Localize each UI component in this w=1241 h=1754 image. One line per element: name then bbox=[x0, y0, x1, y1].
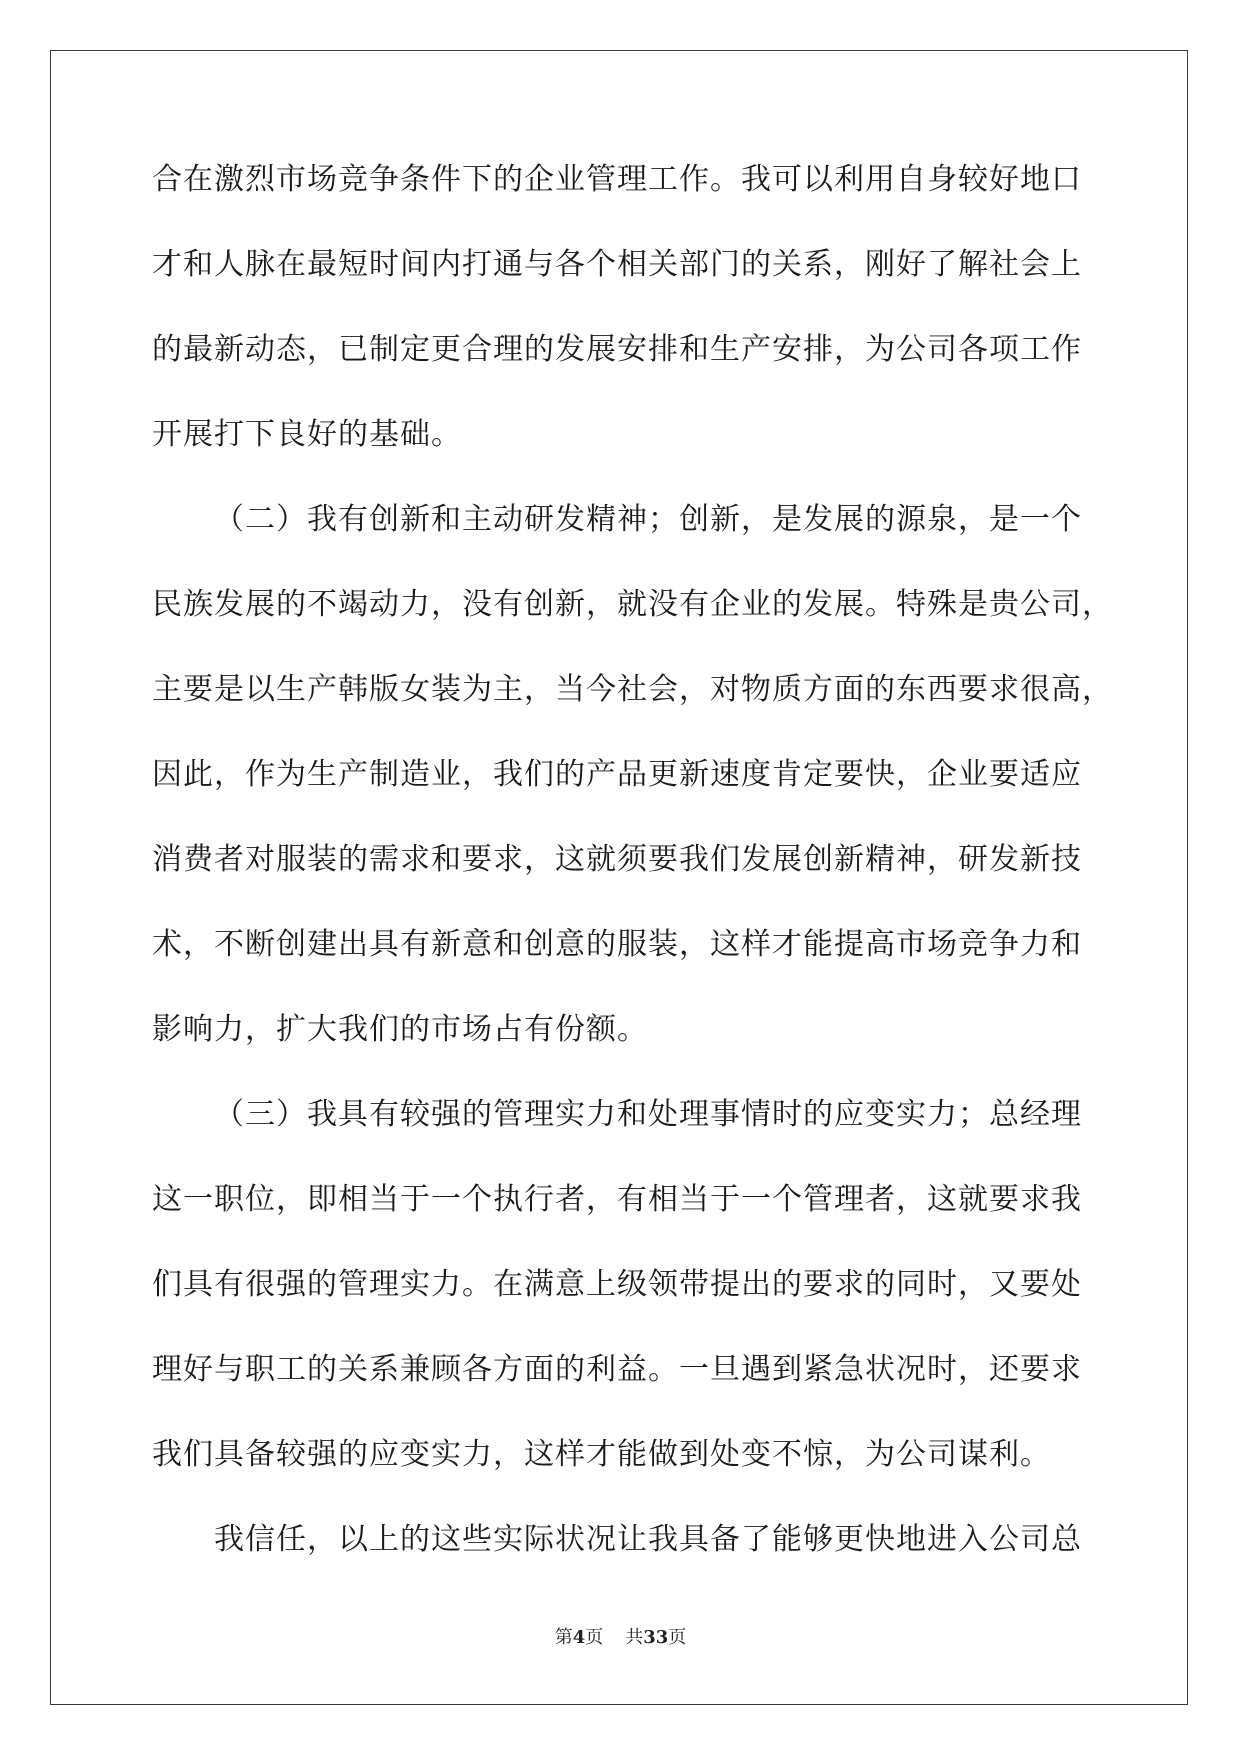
total-prefix: 共 bbox=[625, 1627, 644, 1648]
text-line: 这一职位，即相当于一个执行者，有相当于一个管理者，这就要求我 bbox=[152, 1182, 1082, 1217]
text-line: 理好与职工的关系兼顾各方面的利益。一旦遇到紧急状况时，还要求 bbox=[152, 1352, 1082, 1387]
page-footer bbox=[0, 1623, 1241, 1649]
text-line: 影响力，扩大我们的市场占有份额。 bbox=[152, 1012, 648, 1047]
text-line: 主要是以生产韩版女装为主，当今社会，对物质方面的东西要求很高， bbox=[152, 672, 1113, 707]
text-line: 术，不断创建出具有新意和创意的服装，这样才能提高市场竞争力和 bbox=[152, 927, 1082, 962]
page-prefix: 第 bbox=[554, 1627, 573, 1648]
text-line: 我们具备较强的应变实力，这样才能做到处变不惊，为公司谋利。 bbox=[152, 1437, 1051, 1472]
text-line: 因此，作为生产制造业，我们的产品更新速度肯定要快，企业要适应 bbox=[152, 757, 1082, 792]
text-line: 我信任，以上的这些实际状况让我具备了能够更快地进入公司总 bbox=[214, 1522, 1082, 1557]
page-suffix: 页 bbox=[585, 1627, 604, 1648]
text-line: 们具有很强的管理实力。在满意上级领带提出的要求的同时，又要处 bbox=[152, 1267, 1082, 1302]
text-line: 的最新动态，已制定更合理的发展安排和生产安排，为公司各项工作 bbox=[152, 332, 1082, 367]
text-line: 开展打下良好的基础。 bbox=[152, 417, 462, 452]
text-line: 民族发展的不竭动力，没有创新，就没有企业的发展。特殊是贵公司， bbox=[152, 587, 1113, 622]
document-body bbox=[152, 160, 1113, 1605]
text-line: 消费者对服装的需求和要求，这就须要我们发展创新精神，研发新技 bbox=[152, 842, 1082, 877]
total-pages: 33 bbox=[643, 1627, 669, 1648]
text-line: （二）我有创新和主动研发精神；创新，是发展的源泉，是一个 bbox=[214, 502, 1082, 537]
page-number: 4 bbox=[572, 1627, 586, 1648]
text-line: （三）我具有较强的管理实力和处理事情时的应变实力；总经理 bbox=[214, 1097, 1082, 1132]
text-line: 合在激烈市场竞争条件下的企业管理工作。我可以利用自身较好地口 bbox=[152, 162, 1082, 197]
total-suffix: 页 bbox=[668, 1627, 687, 1648]
text-line: 才和人脉在最短时间内打通与各个相关部门的关系，刚好了解社会上 bbox=[152, 247, 1082, 282]
